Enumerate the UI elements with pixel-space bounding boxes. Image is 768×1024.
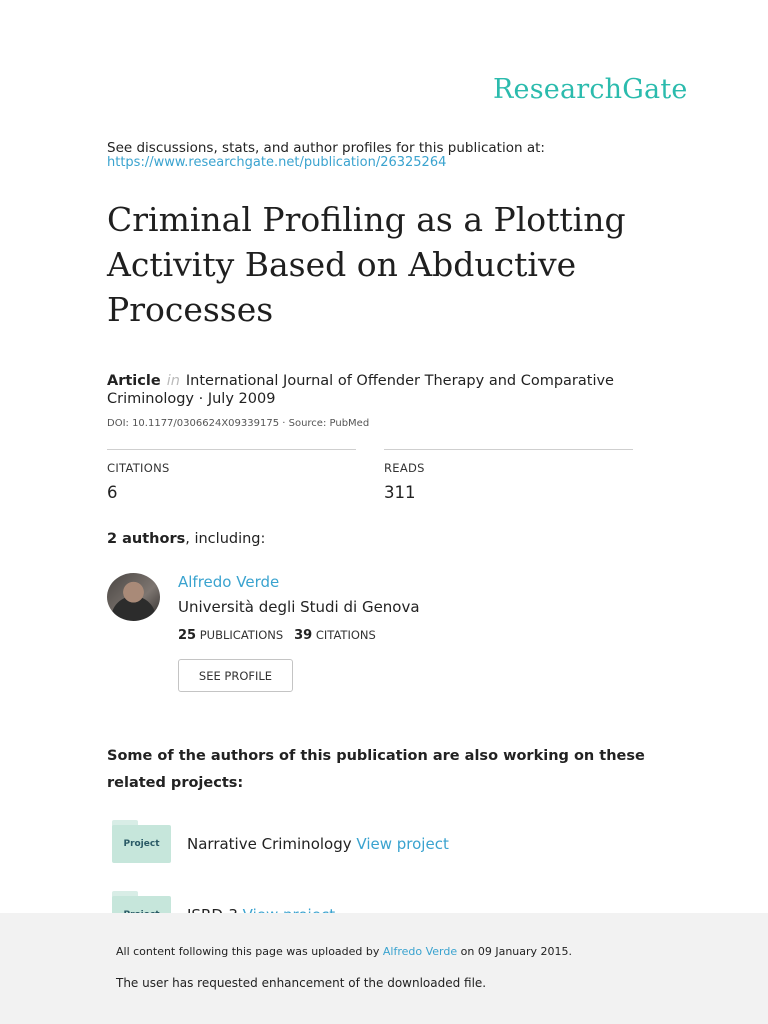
related-projects-heading: Some of the authors of this publication are also working on these related projects:: [107, 748, 645, 791]
uploader-link[interactable]: Alfredo Verde: [382, 945, 458, 958]
view-project-link[interactable]: View project: [356, 835, 449, 853]
author-citations-count: 39: [294, 628, 313, 643]
publication-url-link[interactable]: https://www.researchgate.net/publication/26325264: [107, 155, 447, 170]
publication-meta: [107, 372, 667, 408]
citations-label: CITATIONS: [107, 461, 170, 475]
upload-info: [116, 945, 572, 958]
reads-divider: [384, 449, 633, 450]
enhancement-note: The user has requested enhancement of the downloaded file.: [116, 976, 487, 990]
authors-including: , including:: [185, 531, 266, 547]
publication-type: Article: [107, 373, 161, 389]
upload-footer: [0, 913, 768, 1024]
upload-prefix: All content following this page was uploaded by: [116, 945, 380, 958]
author-institution: Università degli Studi di Genova: [178, 598, 420, 616]
citations-count: 6: [107, 483, 118, 502]
author-citations-label: CITATIONS: [315, 628, 376, 642]
upload-date: on 09 January 2015.: [460, 945, 573, 958]
project-item: [187, 835, 449, 853]
author-avatar[interactable]: [107, 573, 160, 621]
see-profile-button[interactable]: SEE PROFILE: [178, 659, 293, 692]
journal-venue: International Journal of Offender Therapy and Comparative Criminology · July 2009: [107, 373, 614, 407]
see-discussions-text: See discussions, stats, and author profiles for this publication at:: [107, 140, 545, 156]
publication-title: Criminal Profiling as a Plotting Activity Based on Abductive Processes: [107, 200, 626, 329]
authors-summary: [107, 531, 265, 547]
author-publications-label: PUBLICATIONS: [199, 628, 284, 642]
citations-divider: [107, 449, 356, 450]
reads-label: READS: [384, 461, 425, 475]
project-icon-label: Project: [112, 825, 171, 863]
authors-count: 2 authors: [107, 531, 186, 547]
author-name-link[interactable]: Alfredo Verde: [178, 573, 280, 591]
researchgate-logo[interactable]: ResearchGate: [493, 74, 688, 105]
project-name: Narrative Criminology: [187, 835, 352, 853]
in-label: in: [166, 373, 180, 389]
project-folder-icon: [112, 820, 171, 863]
doi-source: DOI: 10.1177/0306624X09339175 · Source: PubMed: [107, 418, 370, 429]
author-publications-count: 25: [178, 628, 197, 643]
author-stats: [178, 628, 376, 643]
reads-count: 311: [384, 483, 416, 502]
